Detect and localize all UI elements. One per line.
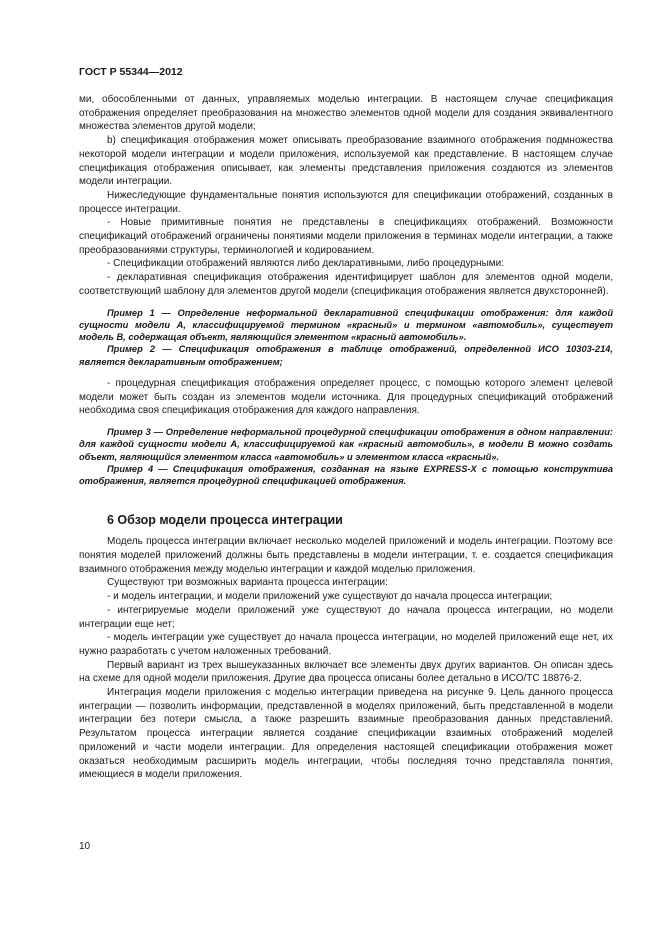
list-item: - и модель интеграции, и модели приложений уже существуют до начала процесса интеграции;	[107, 591, 553, 603]
document-header: ГОСТ Р 55344—2012	[79, 66, 183, 78]
list-item: - процедурная спецификация отображения определяет процесс, с помощью которого элемент целевой модели может быть создан из элементов модели источника. Для процедурных спецификаций отображений необходима своя спецификация отображения для каждого направления.	[79, 378, 613, 417]
list-item: - модель интеграции уже существует до начала процесса интеграции, но моделей приложений еще нет, их нужно разработать с учетом наложенных требований.	[79, 632, 613, 657]
paragraph: ми, обособленными от данных, управляемых моделью интеграции. В настоящем случае спецификация отображения определяет преобразования на множество элементов одной модели для создания эквивалентного множества элементов другой модели;	[79, 94, 613, 133]
page-number: 10	[79, 841, 91, 852]
page-body	[79, 93, 613, 782]
example-note: Пример 1 — Определение неформальной декларативной спецификации отображения: для каждой сущности модели А, классифицируемой термином «красный» и термином «автомобиль», существует модель В, содержащая объект, являющийся элементом «красный автомобиль».	[79, 307, 613, 343]
example-note: Пример 3 — Определение неформальной процедурной спецификации отображения в одном направлении: для каждой сущности модели А, классифицируемой как «красный автомобиль», в модели В можно создать объект, являющийся элементом класса «автомобиль» и элементом класса «красный».	[79, 427, 613, 462]
example-note: Пример 2 — Спецификация отображения в таблице отображений, определенной ИСО 10303-214, является декларативным отображением;	[79, 344, 613, 367]
section-heading: 6 Обзор модели процесса интеграции	[107, 512, 343, 527]
list-item: - Спецификации отображений являются либо декларативными, либо процедурными:	[107, 258, 504, 270]
list-item: - Новые примитивные понятия не представлены в спецификациях отображений. Возможности спецификаций отображений ограничены понятиями модели приложения в терминах модели интеграции, а также преобразованиями структуры, терминологией и кодированием.	[79, 217, 613, 256]
list-item: - декларативная спецификация отображения идентифицирует шаблон для элементов одной модели, соответствующий шаблону для элементов другой модели (спецификация отображения является двухсторонней).	[79, 272, 613, 297]
paragraph: b) спецификация отображения может описывать преобразование взаимного отображения подмножества некоторой модели интеграции и модели приложения, используемой как представление. В настоящем случае спецификация отображения описывает, как элементы представления приложения создаются из элементов модели интеграции.	[79, 135, 613, 188]
paragraph: Первый вариант из трех вышеуказанных включает все элементы двух других вариантов. Он описан здесь на схеме для одной модели приложения. Другие два процесса описаны более детально в ИСО/ТС 18876-2.	[79, 659, 613, 685]
paragraph: Модель процесса интеграции включает несколько моделей приложений и модель интеграции. Поэтому все понятия моделей приложений должны быть представлены в модели интеграции, т. е. создается спецификация взаимного отображения между моделью интеграции и каждой моделью приложения.	[79, 536, 613, 575]
list-item: - интегрируемые модели приложений уже существуют до начала процесса интеграции, но модели интеграции еще нет;	[79, 604, 613, 630]
paragraph: Нижеследующие фундаментальные понятия используются для спецификации отображений, созданных в процессе интеграции.	[79, 189, 613, 215]
paragraph: Интеграция модели приложения с моделью интеграции приведена на рисунке 9. Цель данного процесса интеграции — позволить информации, представленной в моделях приложений, быть представленной в модели интеграции без потери смысла, а также разрешить взаимные преобразования данных представлений. Результатом процесса интеграции является создание спецификации взаимных отображений моделей приложений и части модели интеграции. Для определения настоящей спецификации отображения может оказаться необходимым расширить модель интеграции, чтобы последняя точно представляла понятия, имеющиеся в модели приложения.	[79, 687, 613, 781]
paragraph: Существуют три возможных варианта процесса интеграции:	[107, 577, 388, 589]
example-note: Пример 4 — Спецификация отображения, созданная на языке EXPRESS-X с помощью конструктива отображения, является процедурной спецификацией отображения.	[79, 464, 613, 487]
